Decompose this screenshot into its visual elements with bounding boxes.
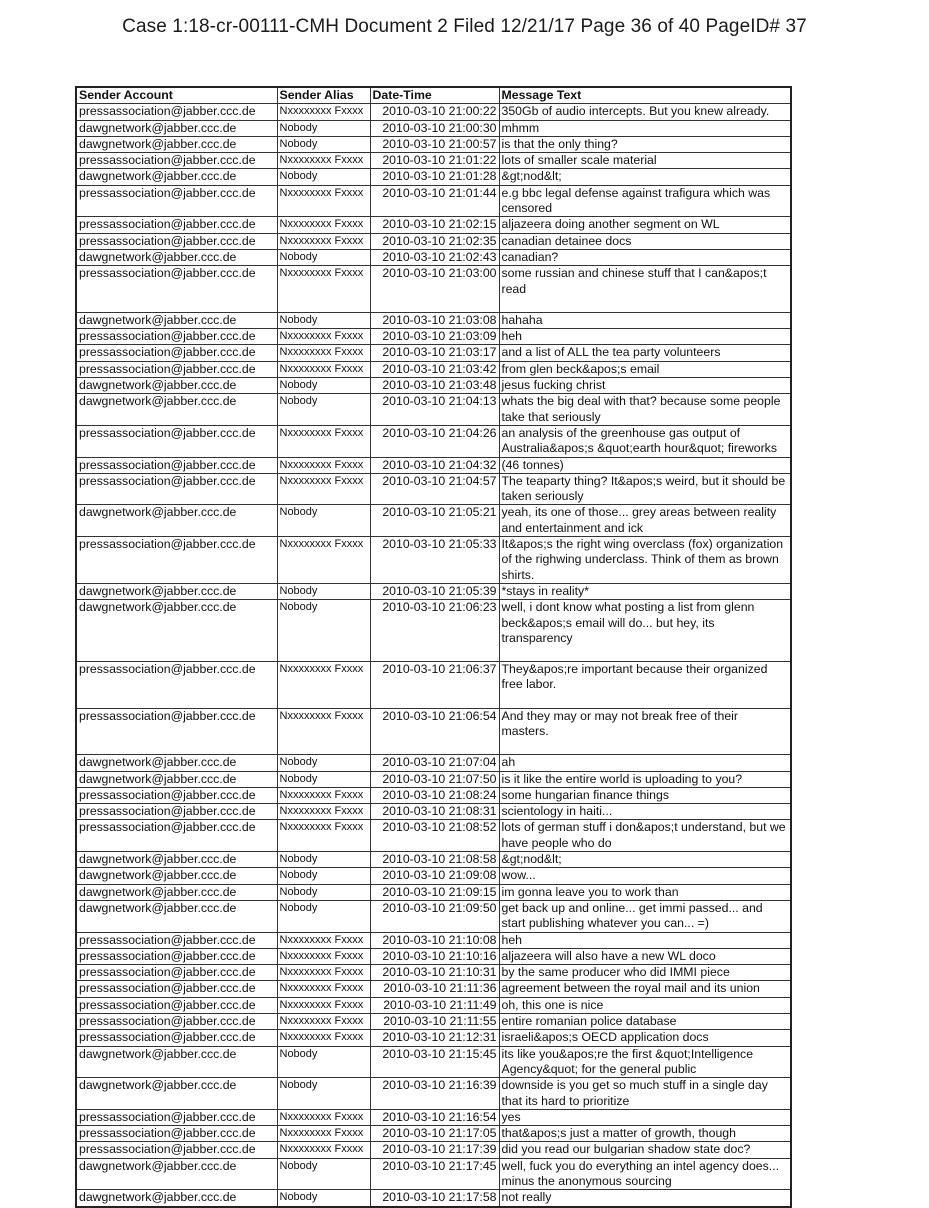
- message-text-cell: The teaparty thing? It&apos;s weird, but it should be taken seriously: [499, 473, 791, 505]
- column-header-date-time: Date-Time: [370, 87, 499, 104]
- table-row: [76, 708, 791, 755]
- sender-alias-cell: Nobody: [277, 755, 370, 771]
- table-row: [76, 932, 791, 948]
- message-text-cell: an analysis of the greenhouse gas output of Australia&apos;s &quot;earth hour&quot; fireworks: [499, 425, 791, 457]
- table-row: [76, 378, 791, 394]
- sender-alias-cell: Nobody: [277, 394, 370, 426]
- sender-account-cell: pressassociation@jabber.ccc.de: [76, 329, 277, 345]
- message-text-cell: downside is you get so much stuff in a single day that its hard to prioritize: [499, 1078, 791, 1110]
- table-row: [76, 1014, 791, 1030]
- date-time-cell: 2010-03-10 21:11:55: [370, 1014, 499, 1030]
- sender-alias-cell: Nobody: [277, 505, 370, 537]
- date-time-cell: 2010-03-10 21:10:31: [370, 965, 499, 981]
- sender-alias-cell: Nobody: [277, 136, 370, 152]
- sender-account-cell: pressassociation@jabber.ccc.de: [76, 1109, 277, 1125]
- sender-alias-cell: Nxxxxxxxx Fxxxx: [277, 217, 370, 233]
- table-row: [76, 312, 791, 328]
- sender-account-cell: dawgnetwork@jabber.ccc.de: [76, 169, 277, 185]
- message-text-cell: aljazeera doing another segment on WL: [499, 217, 791, 233]
- table-row: [76, 771, 791, 787]
- sender-account-cell: dawgnetwork@jabber.ccc.de: [76, 1190, 277, 1207]
- date-time-cell: 2010-03-10 21:01:28: [370, 169, 499, 185]
- sender-account-cell: dawgnetwork@jabber.ccc.de: [76, 1046, 277, 1078]
- date-time-cell: 2010-03-10 21:09:15: [370, 884, 499, 900]
- sender-account-cell: pressassociation@jabber.ccc.de: [76, 787, 277, 803]
- table-row: [76, 1142, 791, 1158]
- sender-account-cell: dawgnetwork@jabber.ccc.de: [76, 600, 277, 662]
- sender-account-cell: pressassociation@jabber.ccc.de: [76, 662, 277, 709]
- sender-alias-cell: Nobody: [277, 1078, 370, 1110]
- date-time-cell: 2010-03-10 21:04:57: [370, 473, 499, 505]
- page-header: Case 1:18-cr-00111-CMH Document 2 Filed 12/21/17 Page 36 of 40 PageID# 37: [122, 16, 807, 37]
- message-text-cell: get back up and online... get immi passed... and start publishing whatever you can... =): [499, 900, 791, 932]
- sender-alias-cell: Nxxxxxxxx Fxxxx: [277, 329, 370, 345]
- date-time-cell: 2010-03-10 21:04:32: [370, 457, 499, 473]
- message-text-cell: hahaha: [499, 312, 791, 328]
- sender-alias-cell: Nxxxxxxxx Fxxxx: [277, 804, 370, 820]
- message-text-cell: did you read our bulgarian shadow state doc?: [499, 1142, 791, 1158]
- table-row: [76, 394, 791, 426]
- date-time-cell: 2010-03-10 21:05:21: [370, 505, 499, 537]
- message-text-cell: e.g bbc legal defense against trafigura which was censored: [499, 185, 791, 217]
- table-header: [76, 87, 791, 104]
- table-row: [76, 755, 791, 771]
- date-time-cell: 2010-03-10 21:16:39: [370, 1078, 499, 1110]
- table-row: [76, 1078, 791, 1110]
- sender-alias-cell: Nxxxxxxxx Fxxxx: [277, 981, 370, 997]
- sender-account-cell: pressassociation@jabber.ccc.de: [76, 820, 277, 852]
- sender-account-cell: dawgnetwork@jabber.ccc.de: [76, 900, 277, 932]
- date-time-cell: 2010-03-10 21:06:23: [370, 600, 499, 662]
- sender-alias-cell: Nxxxxxxxx Fxxxx: [277, 457, 370, 473]
- date-time-cell: 2010-03-10 21:03:42: [370, 361, 499, 377]
- date-time-cell: 2010-03-10 21:09:50: [370, 900, 499, 932]
- table-row: [76, 185, 791, 217]
- message-text-cell: im gonna leave you to work than: [499, 884, 791, 900]
- table-row: [76, 457, 791, 473]
- sender-account-cell: pressassociation@jabber.ccc.de: [76, 965, 277, 981]
- date-time-cell: 2010-03-10 21:01:22: [370, 153, 499, 169]
- sender-alias-cell: Nxxxxxxxx Fxxxx: [277, 153, 370, 169]
- table-row: [76, 233, 791, 249]
- table-row: [76, 662, 791, 709]
- date-time-cell: 2010-03-10 21:17:45: [370, 1158, 499, 1190]
- table-row: [76, 361, 791, 377]
- date-time-cell: 2010-03-10 21:04:13: [370, 394, 499, 426]
- sender-account-cell: pressassociation@jabber.ccc.de: [76, 997, 277, 1013]
- sender-account-cell: dawgnetwork@jabber.ccc.de: [76, 884, 277, 900]
- date-time-cell: 2010-03-10 21:08:31: [370, 804, 499, 820]
- date-time-cell: 2010-03-10 21:06:37: [370, 662, 499, 709]
- message-text-cell: scientology in haiti...: [499, 804, 791, 820]
- date-time-cell: 2010-03-10 21:05:33: [370, 537, 499, 584]
- table-row: [76, 120, 791, 136]
- sender-alias-cell: Nobody: [277, 169, 370, 185]
- sender-account-cell: dawgnetwork@jabber.ccc.de: [76, 583, 277, 599]
- message-text-cell: (46 tonnes): [499, 457, 791, 473]
- table-row: [76, 266, 791, 313]
- date-time-cell: 2010-03-10 21:00:30: [370, 120, 499, 136]
- table-row: [76, 1046, 791, 1078]
- date-time-cell: 2010-03-10 21:17:05: [370, 1126, 499, 1142]
- sender-alias-cell: Nxxxxxxxx Fxxxx: [277, 820, 370, 852]
- sender-account-cell: pressassociation@jabber.ccc.de: [76, 266, 277, 313]
- sender-account-cell: pressassociation@jabber.ccc.de: [76, 457, 277, 473]
- sender-account-cell: dawgnetwork@jabber.ccc.de: [76, 120, 277, 136]
- message-text-cell: is it like the entire world is uploading to you?: [499, 771, 791, 787]
- date-time-cell: 2010-03-10 21:12:31: [370, 1030, 499, 1046]
- sender-alias-cell: Nobody: [277, 312, 370, 328]
- date-time-cell: 2010-03-10 21:04:26: [370, 425, 499, 457]
- sender-alias-cell: Nxxxxxxxx Fxxxx: [277, 266, 370, 313]
- sender-account-cell: pressassociation@jabber.ccc.de: [76, 1014, 277, 1030]
- date-time-cell: 2010-03-10 21:02:15: [370, 217, 499, 233]
- message-text-cell: jesus fucking christ: [499, 378, 791, 394]
- date-time-cell: 2010-03-10 21:03:17: [370, 345, 499, 361]
- sender-alias-cell: Nobody: [277, 868, 370, 884]
- table-row: [76, 981, 791, 997]
- date-time-cell: 2010-03-10 21:07:50: [370, 771, 499, 787]
- sender-alias-cell: Nxxxxxxxx Fxxxx: [277, 345, 370, 361]
- chat-log-table: [75, 86, 792, 1208]
- sender-account-cell: pressassociation@jabber.ccc.de: [76, 981, 277, 997]
- sender-alias-cell: Nxxxxxxxx Fxxxx: [277, 708, 370, 755]
- sender-account-cell: pressassociation@jabber.ccc.de: [76, 104, 277, 120]
- column-header-sender-alias: Sender Alias: [277, 87, 370, 104]
- table-row: [76, 153, 791, 169]
- sender-alias-cell: Nxxxxxxxx Fxxxx: [277, 662, 370, 709]
- sender-account-cell: pressassociation@jabber.ccc.de: [76, 425, 277, 457]
- sender-account-cell: pressassociation@jabber.ccc.de: [76, 804, 277, 820]
- message-text-cell: They&apos;re important because their organized free labor.: [499, 662, 791, 709]
- sender-account-cell: pressassociation@jabber.ccc.de: [76, 1142, 277, 1158]
- sender-alias-cell: Nobody: [277, 600, 370, 662]
- sender-alias-cell: Nobody: [277, 884, 370, 900]
- message-text-cell: some russian and chinese stuff that I can&apos;t read: [499, 266, 791, 313]
- date-time-cell: 2010-03-10 21:11:36: [370, 981, 499, 997]
- table-row: [76, 473, 791, 505]
- sender-account-cell: dawgnetwork@jabber.ccc.de: [76, 505, 277, 537]
- message-text-cell: that&apos;s just a matter of growth, though: [499, 1126, 791, 1142]
- table-row: [76, 1190, 791, 1207]
- date-time-cell: 2010-03-10 21:02:43: [370, 249, 499, 265]
- sender-alias-cell: Nxxxxxxxx Fxxxx: [277, 361, 370, 377]
- header-row: [76, 87, 791, 104]
- date-time-cell: 2010-03-10 21:10:08: [370, 932, 499, 948]
- sender-account-cell: pressassociation@jabber.ccc.de: [76, 345, 277, 361]
- message-text-cell: yeah, its one of those... grey areas between reality and entertainment and ick: [499, 505, 791, 537]
- sender-alias-cell: Nobody: [277, 1190, 370, 1207]
- table-row: [76, 537, 791, 584]
- sender-alias-cell: Nxxxxxxxx Fxxxx: [277, 948, 370, 964]
- message-text-cell: heh: [499, 932, 791, 948]
- message-text-cell: not really: [499, 1190, 791, 1207]
- message-text-cell: lots of german stuff i don&apos;t understand, but we have people who do: [499, 820, 791, 852]
- sender-alias-cell: Nxxxxxxxx Fxxxx: [277, 997, 370, 1013]
- table-row: [76, 583, 791, 599]
- date-time-cell: 2010-03-10 21:08:24: [370, 787, 499, 803]
- sender-account-cell: dawgnetwork@jabber.ccc.de: [76, 378, 277, 394]
- sender-account-cell: pressassociation@jabber.ccc.de: [76, 233, 277, 249]
- sender-alias-cell: Nxxxxxxxx Fxxxx: [277, 425, 370, 457]
- date-time-cell: 2010-03-10 21:15:45: [370, 1046, 499, 1078]
- table-body: [76, 104, 791, 1207]
- sender-account-cell: pressassociation@jabber.ccc.de: [76, 932, 277, 948]
- message-text-cell: well, i dont know what posting a list from glenn beck&apos;s email will do... but hey, its transparency: [499, 600, 791, 662]
- date-time-cell: 2010-03-10 21:03:09: [370, 329, 499, 345]
- message-text-cell: some hungarian finance things: [499, 787, 791, 803]
- sender-alias-cell: Nobody: [277, 900, 370, 932]
- message-text-cell: &gt;nod&lt;: [499, 852, 791, 868]
- message-text-cell: whats the big deal with that? because some people take that seriously: [499, 394, 791, 426]
- message-text-cell: wow...: [499, 868, 791, 884]
- table-row: [76, 884, 791, 900]
- table-row: [76, 136, 791, 152]
- sender-account-cell: pressassociation@jabber.ccc.de: [76, 473, 277, 505]
- table-row: [76, 965, 791, 981]
- sender-account-cell: dawgnetwork@jabber.ccc.de: [76, 249, 277, 265]
- date-time-cell: 2010-03-10 21:03:00: [370, 266, 499, 313]
- message-text-cell: from glen beck&apos;s email: [499, 361, 791, 377]
- sender-alias-cell: Nxxxxxxxx Fxxxx: [277, 1126, 370, 1142]
- message-text-cell: oh, this one is nice: [499, 997, 791, 1013]
- table-row: [76, 804, 791, 820]
- sender-account-cell: dawgnetwork@jabber.ccc.de: [76, 852, 277, 868]
- sender-account-cell: pressassociation@jabber.ccc.de: [76, 185, 277, 217]
- sender-account-cell: pressassociation@jabber.ccc.de: [76, 153, 277, 169]
- sender-alias-cell: Nobody: [277, 583, 370, 599]
- sender-account-cell: dawgnetwork@jabber.ccc.de: [76, 394, 277, 426]
- message-text-cell: yes: [499, 1109, 791, 1125]
- sender-alias-cell: Nxxxxxxxx Fxxxx: [277, 1142, 370, 1158]
- message-text-cell: israeli&apos;s OECD application docs: [499, 1030, 791, 1046]
- sender-account-cell: dawgnetwork@jabber.ccc.de: [76, 1078, 277, 1110]
- message-text-cell: canadian?: [499, 249, 791, 265]
- date-time-cell: 2010-03-10 21:08:52: [370, 820, 499, 852]
- table-row: [76, 820, 791, 852]
- date-time-cell: 2010-03-10 21:00:57: [370, 136, 499, 152]
- date-time-cell: 2010-03-10 21:01:44: [370, 185, 499, 217]
- table-row: [76, 787, 791, 803]
- date-time-cell: 2010-03-10 21:03:08: [370, 312, 499, 328]
- message-text-cell: *stays in reality*: [499, 583, 791, 599]
- table-row: [76, 505, 791, 537]
- table-row: [76, 169, 791, 185]
- date-time-cell: 2010-03-10 21:10:16: [370, 948, 499, 964]
- sender-alias-cell: Nobody: [277, 249, 370, 265]
- sender-account-cell: pressassociation@jabber.ccc.de: [76, 537, 277, 584]
- sender-alias-cell: Nxxxxxxxx Fxxxx: [277, 787, 370, 803]
- sender-account-cell: pressassociation@jabber.ccc.de: [76, 948, 277, 964]
- date-time-cell: 2010-03-10 21:17:39: [370, 1142, 499, 1158]
- sender-account-cell: pressassociation@jabber.ccc.de: [76, 361, 277, 377]
- sender-account-cell: pressassociation@jabber.ccc.de: [76, 1126, 277, 1142]
- table-row: [76, 1126, 791, 1142]
- table-row: [76, 1158, 791, 1190]
- sender-alias-cell: Nobody: [277, 120, 370, 136]
- table-row: [76, 249, 791, 265]
- table-row: [76, 425, 791, 457]
- date-time-cell: 2010-03-10 21:09:08: [370, 868, 499, 884]
- date-time-cell: 2010-03-10 21:03:48: [370, 378, 499, 394]
- sender-alias-cell: Nxxxxxxxx Fxxxx: [277, 932, 370, 948]
- message-text-cell: 350Gb of audio intercepts. But you knew already.: [499, 104, 791, 120]
- sender-account-cell: pressassociation@jabber.ccc.de: [76, 217, 277, 233]
- sender-account-cell: dawgnetwork@jabber.ccc.de: [76, 771, 277, 787]
- message-text-cell: aljazeera will also have a new WL doco: [499, 948, 791, 964]
- date-time-cell: 2010-03-10 21:11:49: [370, 997, 499, 1013]
- message-text-cell: is that the only thing?: [499, 136, 791, 152]
- date-time-cell: 2010-03-10 21:06:54: [370, 708, 499, 755]
- sender-alias-cell: Nxxxxxxxx Fxxxx: [277, 1014, 370, 1030]
- table-row: [76, 997, 791, 1013]
- message-text-cell: its like you&apos;re the first &quot;Intelligence Agency&quot; for the general public: [499, 1046, 791, 1078]
- sender-alias-cell: Nxxxxxxxx Fxxxx: [277, 233, 370, 249]
- table-row: [76, 329, 791, 345]
- message-text-cell: agreement between the royal mail and its union: [499, 981, 791, 997]
- sender-alias-cell: Nobody: [277, 852, 370, 868]
- sender-account-cell: dawgnetwork@jabber.ccc.de: [76, 136, 277, 152]
- table-row: [76, 852, 791, 868]
- table-row: [76, 217, 791, 233]
- table-row: [76, 104, 791, 120]
- sender-account-cell: pressassociation@jabber.ccc.de: [76, 1030, 277, 1046]
- message-text-cell: well, fuck you do everything an intel agency does... minus the anonymous sourcing: [499, 1158, 791, 1190]
- sender-alias-cell: Nxxxxxxxx Fxxxx: [277, 1109, 370, 1125]
- sender-account-cell: dawgnetwork@jabber.ccc.de: [76, 1158, 277, 1190]
- column-header-message-text: Message Text: [499, 87, 791, 104]
- sender-alias-cell: Nobody: [277, 378, 370, 394]
- message-text-cell: heh: [499, 329, 791, 345]
- column-header-sender-account: Sender Account: [76, 87, 277, 104]
- table-row: [76, 1109, 791, 1125]
- sender-alias-cell: Nobody: [277, 1158, 370, 1190]
- sender-account-cell: dawgnetwork@jabber.ccc.de: [76, 312, 277, 328]
- sender-account-cell: dawgnetwork@jabber.ccc.de: [76, 755, 277, 771]
- date-time-cell: 2010-03-10 21:17:58: [370, 1190, 499, 1207]
- message-text-cell: and a list of ALL the tea party volunteers: [499, 345, 791, 361]
- sender-account-cell: pressassociation@jabber.ccc.de: [76, 708, 277, 755]
- sender-alias-cell: Nxxxxxxxx Fxxxx: [277, 537, 370, 584]
- date-time-cell: 2010-03-10 21:02:35: [370, 233, 499, 249]
- sender-alias-cell: Nxxxxxxxx Fxxxx: [277, 473, 370, 505]
- sender-alias-cell: Nobody: [277, 771, 370, 787]
- sender-account-cell: dawgnetwork@jabber.ccc.de: [76, 868, 277, 884]
- message-text-cell: entire romanian police database: [499, 1014, 791, 1030]
- sender-alias-cell: Nobody: [277, 1046, 370, 1078]
- date-time-cell: 2010-03-10 21:07:04: [370, 755, 499, 771]
- date-time-cell: 2010-03-10 21:08:58: [370, 852, 499, 868]
- date-time-cell: 2010-03-10 21:05:39: [370, 583, 499, 599]
- message-text-cell: And they may or may not break free of their masters.: [499, 708, 791, 755]
- table-row: [76, 600, 791, 662]
- table-row: [76, 900, 791, 932]
- message-text-cell: by the same producer who did IMMI piece: [499, 965, 791, 981]
- message-text-cell: &gt;nod&lt;: [499, 169, 791, 185]
- date-time-cell: 2010-03-10 21:16:54: [370, 1109, 499, 1125]
- table-row: [76, 1030, 791, 1046]
- sender-alias-cell: Nxxxxxxxx Fxxxx: [277, 104, 370, 120]
- table-row: [76, 345, 791, 361]
- sender-alias-cell: Nxxxxxxxx Fxxxx: [277, 185, 370, 217]
- table-row: [76, 868, 791, 884]
- date-time-cell: 2010-03-10 21:00:22: [370, 104, 499, 120]
- message-text-cell: ah: [499, 755, 791, 771]
- table-row: [76, 948, 791, 964]
- sender-alias-cell: Nxxxxxxxx Fxxxx: [277, 965, 370, 981]
- message-text-cell: lots of smaller scale material: [499, 153, 791, 169]
- sender-alias-cell: Nxxxxxxxx Fxxxx: [277, 1030, 370, 1046]
- message-text-cell: It&apos;s the right wing overclass (fox) organization of the righwing underclass. Think of them as brown shirts.: [499, 537, 791, 584]
- message-text-cell: mhmm: [499, 120, 791, 136]
- message-text-cell: canadian detainee docs: [499, 233, 791, 249]
